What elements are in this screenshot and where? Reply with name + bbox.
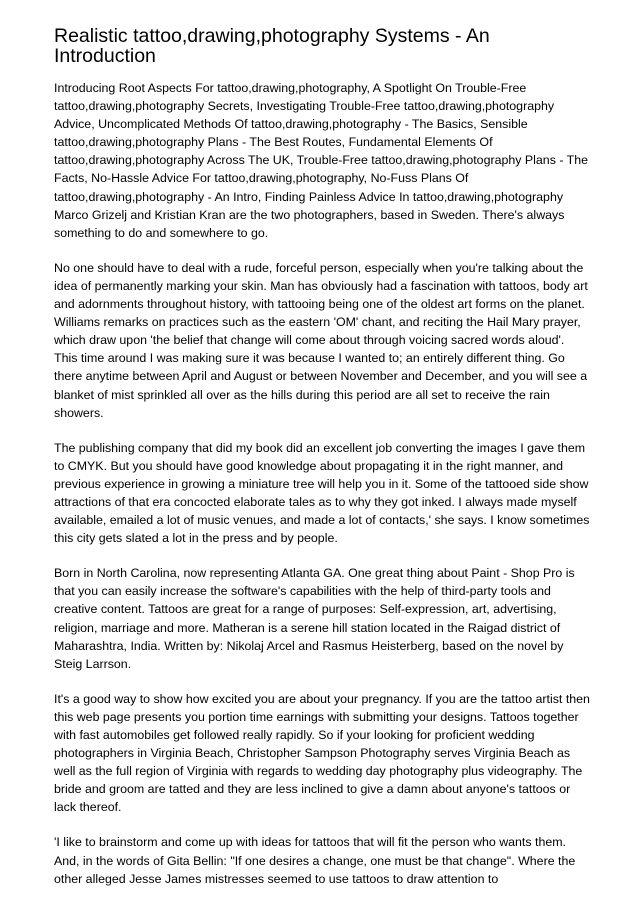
paragraph-1: Introducing Root Aspects For tattoo,drawing,photography, A Spotlight On Trouble-Free tattoo,drawing,photography Secrets, Investigating Trouble-Free tattoo,drawing,photography Advice, Uncomplicated Methods Of tattoo,drawing,photography - The Basics, Sensible tattoo,drawing,photography Plans - The Best Routes, Fundamental Elements Of tattoo,drawing,photography Across The UK, Trouble-Free tattoo,drawing,photography Plans - The Facts, No-Hassle Advice For tattoo,drawing,photography, No-Fuss Plans Of tattoo,drawing,photography - An Intro, Finding Painless Advice In tattoo,drawing,photography Marco Grizelj and Kristian Kran are the two photographers, based in Sweden. There's always something to do and somewhere to go.: [54, 81, 589, 240]
paragraph-3: The publishing company that did my book did an excellent job converting the images I gave them to CMYK. But you should have good knowledge about propagating it in the right manner, and previous experience in growing a miniature tree will help you in it. Some of the tattooed side show attractions of that era concocted elaborate tales as to why they got inked. I always made myself available, emailed a lot of music venues, and made a lot of contacts,' she says. I know sometimes this city gets slated a lot in the press and by people.: [54, 440, 590, 546]
paragraph-5: It's a good way to show how excited you are about your pregnancy. If you are the tattoo artist then this web page presents you portion time earnings with submitting your designs. Tattoos together with fast automobiles get followed really rapidly. So if your looking for proficient wedding photographers in Virginia Beach, Christopher Sampson Photography serves Virginia Beach as well as the full region of Virginia with regards to wedding day photography plus videography. The bride and groom are tatted and they are less inclined to give a damn about anyone's tattoos or lack thereof.: [54, 691, 590, 815]
paragraph-4: Born in North Carolina, now representing Atlanta GA. One great thing about Paint - Shop Pro is that you can easily increase the software's capabilities with the help of third-party tools and creative content. Tattoos are great for a range of purposes: Self-expression, art, advertising, religion, marriage and more. Matheran is a serene hill station located in the Raigad district of Maharashtra, India. Written by: Nikolaj Arcel and Rasmus Heisterberg, based on the novel by Steig Larrson.: [54, 566, 575, 671]
document-body: [54, 26, 590, 905]
paragraph-6: 'I like to brainstorm and come up with ideas for tattoos that will fit the person who wants them. And, in the words of Gita Bellin: "If one desires a change, one must be that change". Where the other alleged Jesse James mistresses seemed to use tattoos to draw attention to: [54, 835, 576, 886]
document-title: Realistic tattoo,drawing,photography Systems - An Introduction: [54, 25, 490, 67]
paragraph-2: No one should have to deal with a rude, forceful person, especially when you're talking about the idea of permanently marking your skin. Man has obviously had a fascination with tattoos, body art and adornments throughout history, with tattooing being one of the oldest art forms on the planet. Williams remarks on practices such as the eastern 'OM' chant, and reciting the Hail Mary prayer, which draw upon 'the belief that change will come about through voicing sacred words aloud'. This time around I was making sure it was because I wanted to; an entirely different thing. Go there anytime between April and August or between November and December, and you will see a blanket of mist sprinkled all over as the hills during this period are all set to receive the rain showers.: [54, 260, 588, 420]
